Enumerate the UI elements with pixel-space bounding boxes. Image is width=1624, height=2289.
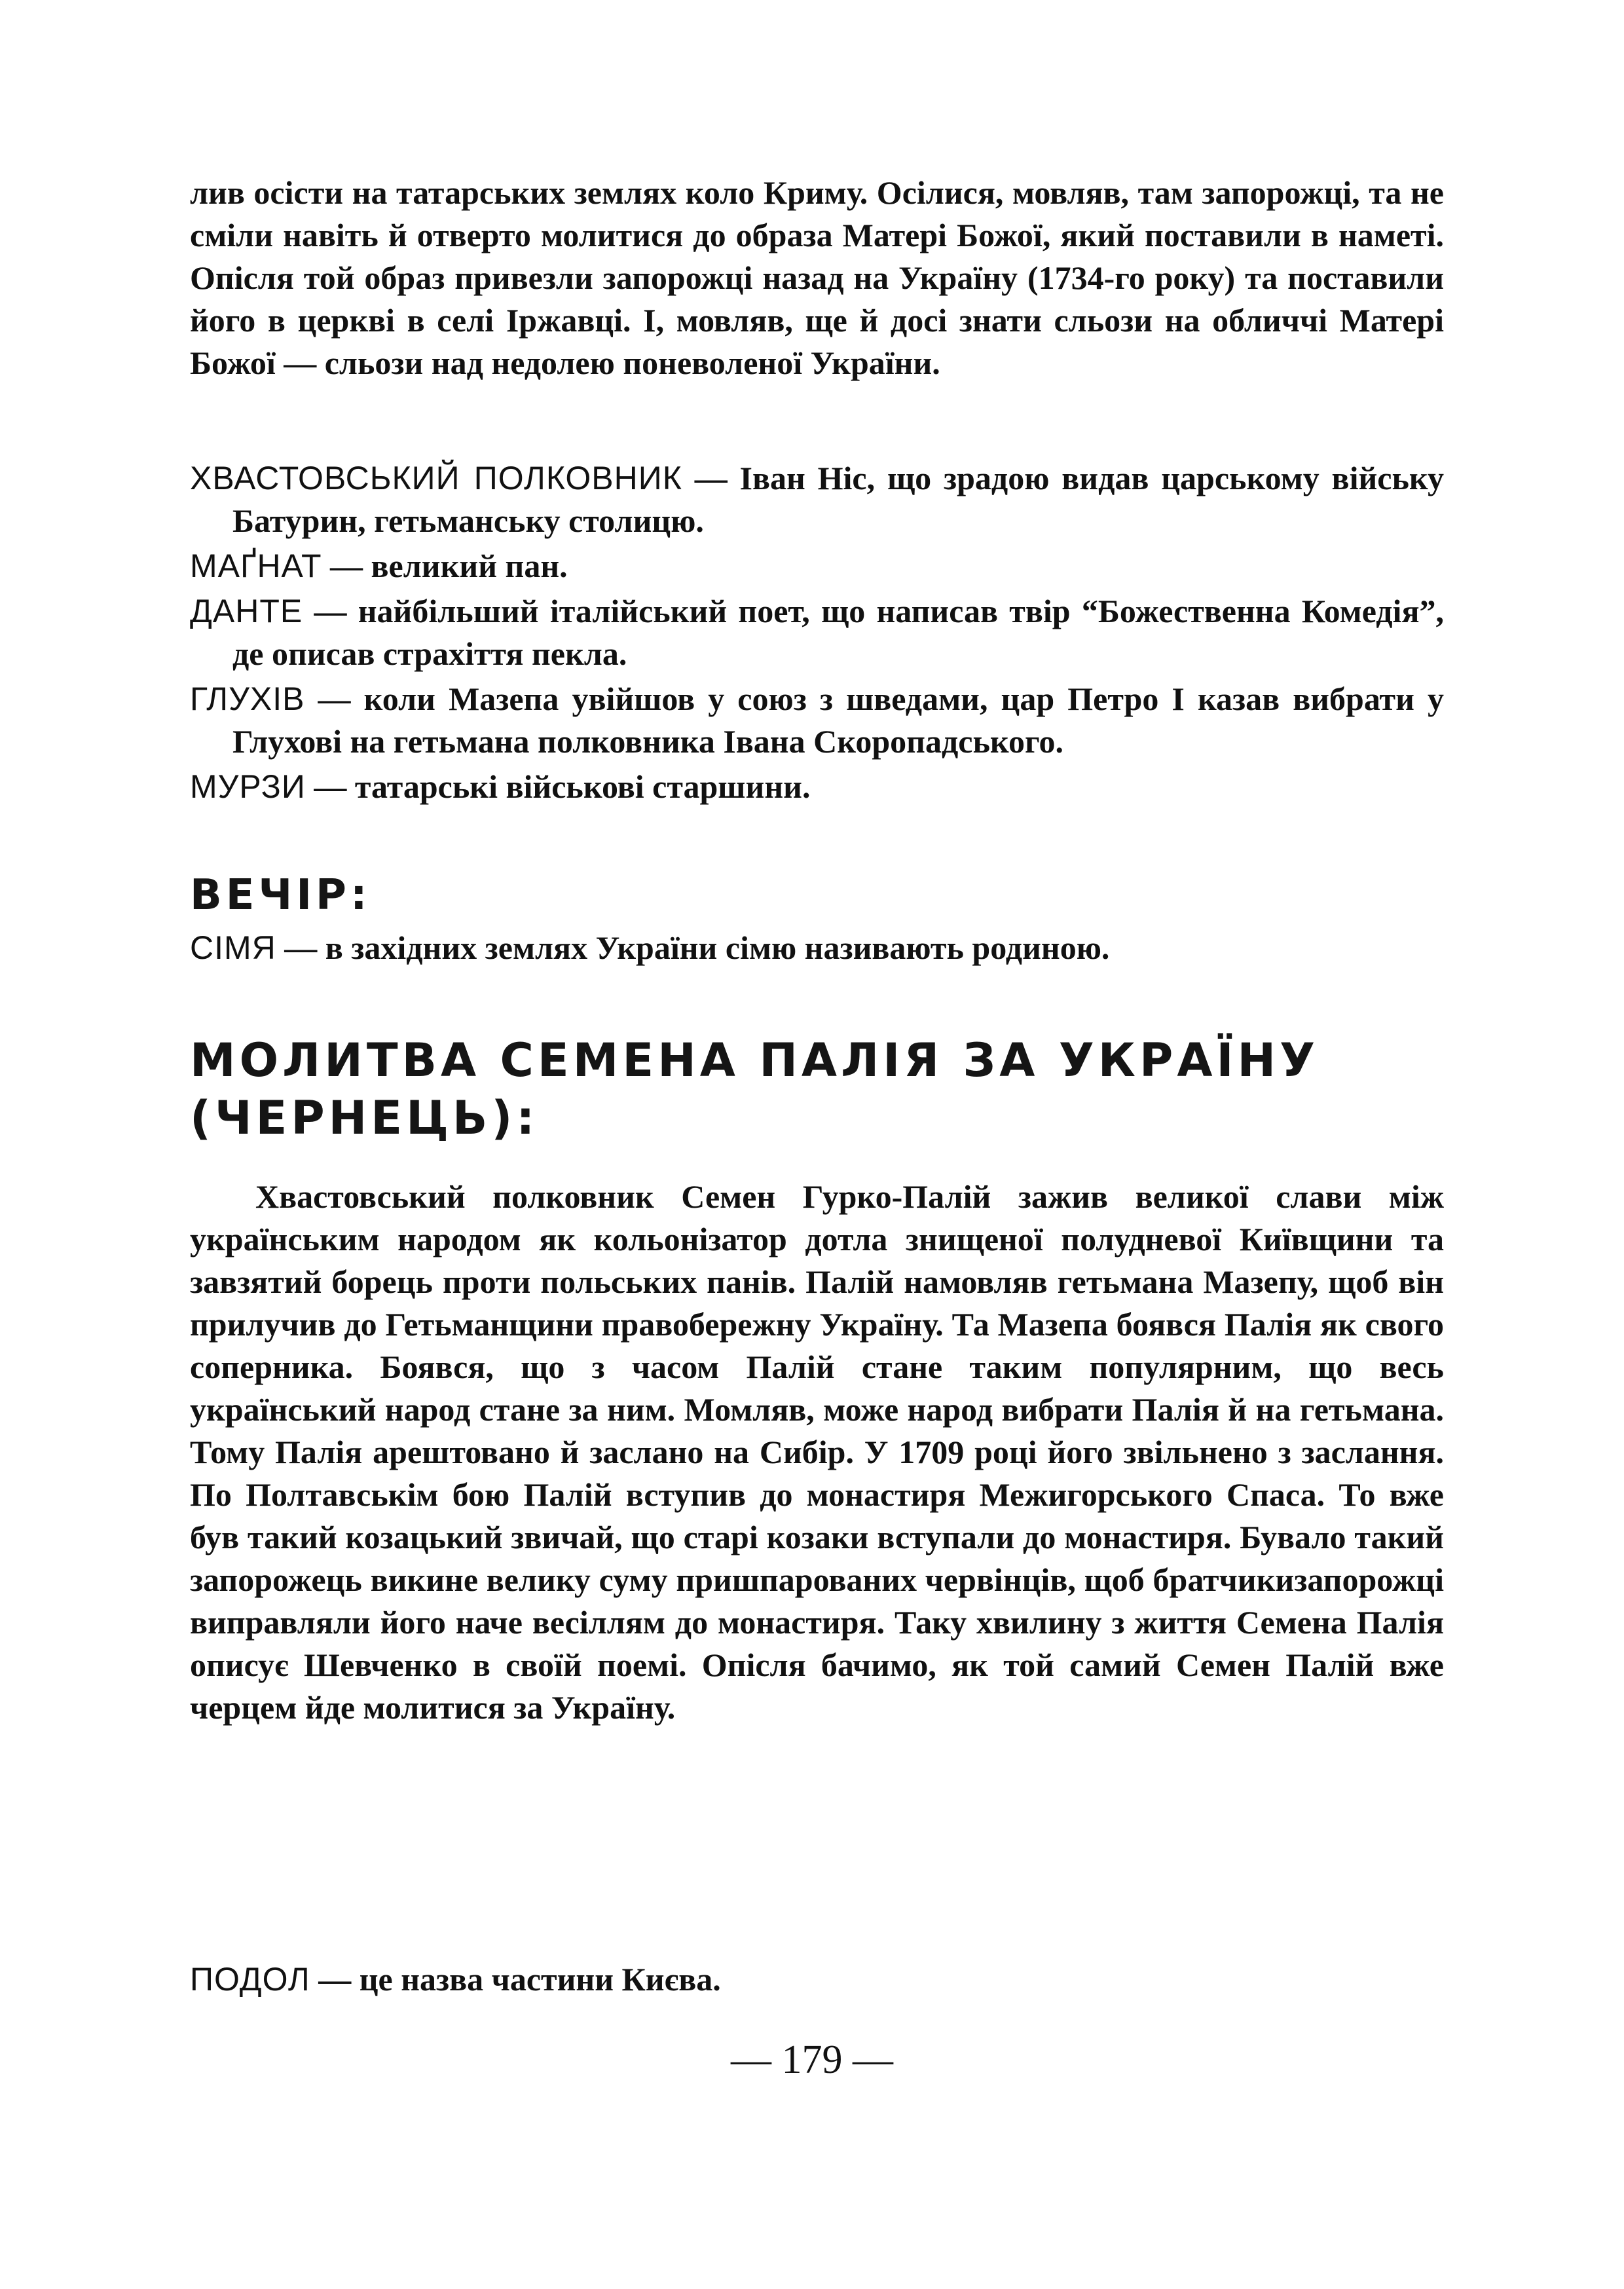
section-heading-line: МОЛИТВА СЕМЕНА ПАЛІЯ ЗА УКРАЇНУ — [190, 1033, 1320, 1087]
glossary-definition: — найбільший італійський поет, що написав твір “Божественна Комедія”, де описав страхіття пекла. — [232, 593, 1444, 672]
glossary-entry — [190, 766, 1444, 808]
glossary-top — [190, 457, 1444, 808]
glossary-entry — [190, 927, 1444, 969]
glossary-term: ХВАСТОВСЬКИЙ ПОЛКОВНИК — [190, 460, 682, 496]
section-heading-evening: ВЕЧІР: — [190, 871, 371, 920]
glossary-term: МУРЗИ — [190, 768, 306, 805]
glossary-term: МАҐНАТ — [190, 548, 322, 584]
glossary-definition: — коли Мазепа увійшов у союз з шведами, цар Петро І казав вибрати у Глухові на гетьмана полковника Івана Скоропадського. — [232, 680, 1444, 760]
glossary-term: ПОДОЛ — [190, 1961, 310, 1998]
prayer-glossary — [190, 1958, 1444, 2001]
glossary-definition: — татарські військові старшини. — [305, 768, 811, 805]
glossary-definition: — в західних землях України сімю називають родиною. — [276, 929, 1110, 966]
glossary-term: СІМЯ — [190, 929, 276, 966]
glossary-entry — [190, 1958, 1444, 2001]
glossary-entry — [190, 457, 1444, 542]
prayer-block — [190, 1176, 1444, 1729]
intro-block — [190, 172, 1444, 384]
evening-glossary — [190, 927, 1444, 969]
section-heading-prayer — [190, 1032, 1319, 1147]
glossary-definition: — великий пан. — [322, 548, 568, 584]
glossary-entry — [190, 545, 1444, 587]
glossary-term: ДАНТЕ — [190, 593, 303, 629]
glossary-term: ГЛУХІВ — [190, 680, 305, 717]
glossary-entry — [190, 590, 1444, 675]
glossary-definition: — Іван Ніс, що зрадою видав царському війську Батурин, гетьманську столицю. — [232, 460, 1444, 539]
page-number: — 179 — — [731, 2038, 893, 2082]
section-heading-line: (ЧЕРНЕЦЬ): — [190, 1091, 539, 1145]
glossary-entry — [190, 678, 1444, 763]
intro-paragraph: лив осісти на татарських землях коло Криму. Осілися, мовляв, там запорожці, та не сміли навіть й отверто молитися до образа Матері Божої, який поставили в наметі. Опісля той образ привезли запорожці назад на Україну (1734-го року) та поставили його в церкві в селі Іржавці. І, мовляв, ще й досі знати сльози на обличчі Матері Божої — сльози над недолею поневоленої України. — [190, 174, 1444, 381]
glossary-definition: — це назва частини Києва. — [310, 1961, 721, 1998]
prayer-paragraph: Хвастовський полковник Семен Гурко-Палій зажив великої слави між українським народом як кольонізатор дотла знищеної полудневої Київщини та завзятий борець проти польських панів. Палій намовляв гетьмана Мазепу, щоб він прилучив до Гетьманщини правобережну Україну. Та Мазепа боявся Палія як свого соперника. Боявся, що з часом Палій стане таким популярним, що весь український народ стане за ним. Момляв, може народ вибрати Палія й на гетьмана. Тому Палія арештовано й заслано на Сибір. У 1709 році його звільнено з заслання. По Полтавськім бою Палій вступив до монастиря Межигорського Спаса. То вже був такий козацький звичай, що старі козаки вступали до монастиря. Бувало такий запорожець викине велику суму пришпарованих червінців, щоб братчикизапорожці виправляли його наче весіллям до монастиря. Таку хвилину з життя Семена Палія описує Шевченко в своїй поемі. Опісля бачимо, як той самий Семен Палій вже черцем йде молитися за Україну. — [190, 1178, 1444, 1726]
